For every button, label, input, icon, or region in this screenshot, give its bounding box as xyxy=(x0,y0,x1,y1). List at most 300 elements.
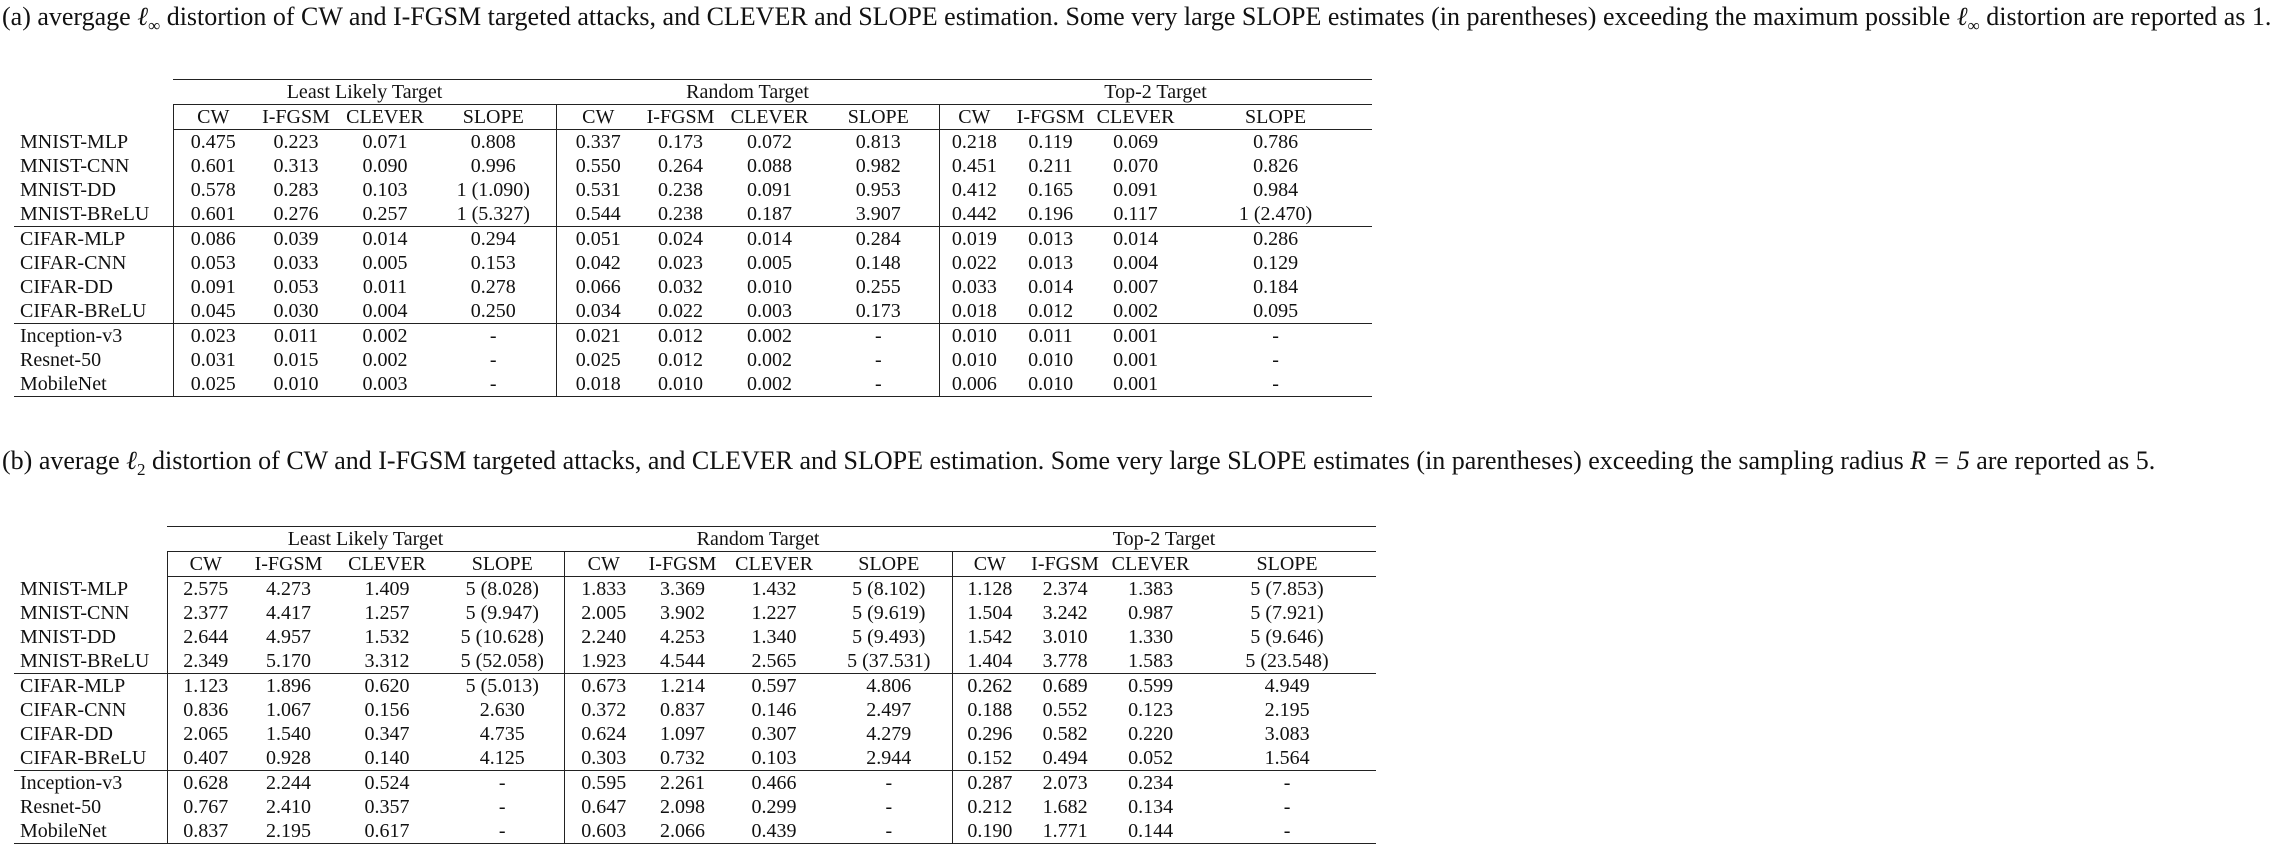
row-label: MobileNet xyxy=(14,372,173,397)
table-a xyxy=(14,79,1372,397)
table-cell: 0.086 xyxy=(173,227,253,252)
row-label: Resnet-50 xyxy=(20,349,102,371)
table-cell: 0.090 xyxy=(362,155,408,177)
table-cell: 0.347 xyxy=(364,723,410,745)
row-label: CIFAR-DD xyxy=(20,276,113,298)
table-cell: 0.045 xyxy=(173,299,253,324)
table-cell: 1.227 xyxy=(751,602,797,624)
table-cell: 1.432 xyxy=(751,578,797,600)
table-cell: 2.240 xyxy=(564,625,643,649)
column-header: CLEVER xyxy=(1103,552,1198,577)
table-cell: 0.987 xyxy=(1128,602,1174,624)
table-cell: 0.005 xyxy=(747,252,793,274)
table-cell: 1.383 xyxy=(1128,578,1174,600)
table-cell: 0.152 xyxy=(952,746,1027,771)
table-cell: 2.374 xyxy=(1042,578,1088,600)
row-label: MNIST-MLP xyxy=(20,577,129,600)
table-cell: - xyxy=(441,771,564,796)
row-label: CIFAR-MLP xyxy=(14,227,173,252)
column-header: CW xyxy=(952,552,1027,577)
caption-a-text-1: (a) avergage xyxy=(2,2,138,31)
table-cell: 2.098 xyxy=(660,796,706,818)
ell-infinity-symbol: ℓ$_\infty$ xyxy=(1956,2,1980,36)
table-cell: 0.010 xyxy=(939,324,1009,349)
table-cell: 0.188 xyxy=(952,698,1027,722)
table-cell: 1.833 xyxy=(564,577,643,602)
table-cell: 0.928 xyxy=(266,747,311,769)
table-cell: 0.002 xyxy=(721,372,818,397)
table-cell: 0.466 xyxy=(722,771,826,796)
table-cell: 4.735 xyxy=(479,723,525,745)
table-cell: 1.682 xyxy=(1042,796,1088,818)
table-cell: - xyxy=(431,324,556,349)
table-cell: 0.014 xyxy=(1092,227,1179,252)
table-cell: - xyxy=(1272,349,1279,371)
column-header: I-FGSM xyxy=(643,552,722,577)
table-cell: 2.066 xyxy=(643,819,722,844)
table-cell: 0.595 xyxy=(564,771,643,796)
table-cell: 0.837 xyxy=(660,699,706,721)
table-cell: 0.053 xyxy=(273,276,319,298)
table-cell: 0.004 xyxy=(1113,252,1159,274)
table-cell: - xyxy=(489,349,497,371)
row-label: Inception-v3 xyxy=(14,771,167,796)
table-cell: 1.128 xyxy=(952,577,1027,602)
table-cell: 5 (10.628) xyxy=(460,626,544,648)
row-label: Resnet-50 xyxy=(20,796,102,818)
table-cell: 0.372 xyxy=(564,698,643,722)
table-cell: 0.002 xyxy=(721,324,818,349)
table-cell: 0.953 xyxy=(855,179,901,201)
table-cell: - xyxy=(441,819,564,844)
table-cell: 0.022 xyxy=(658,300,704,322)
table-cell: 0.025 xyxy=(173,372,253,397)
table-cell: 0.165 xyxy=(1028,179,1074,201)
table-cell: 0.284 xyxy=(818,227,939,252)
table-row xyxy=(14,154,1372,178)
table-cell: - xyxy=(1198,771,1376,796)
table-cell: 0.144 xyxy=(1103,819,1198,844)
table-cell: 0.002 xyxy=(339,324,431,349)
table-cell: 1.542 xyxy=(952,625,1027,649)
table-cell: 1.564 xyxy=(1264,747,1310,769)
table-cell: 0.767 xyxy=(167,795,244,819)
row-label: MNIST-BReLU xyxy=(20,203,150,225)
table-cell: 0.002 xyxy=(1113,300,1159,322)
column-header: CLEVER xyxy=(1092,105,1179,130)
table-row xyxy=(14,625,1376,649)
table-cell: 0.578 xyxy=(173,178,253,202)
group-header: Random Target xyxy=(564,527,952,552)
table-cell: 0.617 xyxy=(333,819,441,844)
table-cell: 0.012 xyxy=(1028,300,1074,322)
table-cell: 5 (5.013) xyxy=(441,674,564,699)
table-cell: 0.010 xyxy=(939,348,1009,372)
table-cell: 2.497 xyxy=(866,699,912,721)
table-cell: 0.010 xyxy=(747,276,793,298)
table-cell: 0.006 xyxy=(939,372,1009,397)
table-cell: 2.377 xyxy=(167,601,244,625)
table-cell: 0.019 xyxy=(939,227,1009,252)
column-header: CW xyxy=(564,552,643,577)
table-cell: 1.097 xyxy=(660,723,706,745)
table-row xyxy=(14,130,1372,155)
table-cell: 0.018 xyxy=(556,372,640,397)
table-b-caption xyxy=(2,444,2156,487)
table-cell: 0.238 xyxy=(658,179,704,201)
table-cell: 2.944 xyxy=(866,747,912,769)
column-header: I-FGSM xyxy=(1009,105,1092,130)
table-cell: 0.412 xyxy=(939,178,1009,202)
table-cell: 0.088 xyxy=(747,155,793,177)
table-cell: 0.531 xyxy=(556,178,640,202)
table-cell: 0.023 xyxy=(658,252,704,274)
table-cell: 1.896 xyxy=(244,674,333,699)
table-cell: 0.255 xyxy=(855,276,901,298)
table-cell: 0.018 xyxy=(939,299,1009,324)
table-cell: 0.033 xyxy=(939,275,1009,299)
table-cell: 0.296 xyxy=(952,722,1027,746)
table-cell: 0.119 xyxy=(1028,131,1073,153)
table-cell: 5 (7.853) xyxy=(1250,578,1324,600)
table-cell: 0.257 xyxy=(362,203,408,225)
table-cell: 0.053 xyxy=(173,251,253,275)
table-cell: 0.051 xyxy=(556,227,640,252)
table-cell: 4.279 xyxy=(866,723,912,745)
table-cell: 0.148 xyxy=(855,252,901,274)
column-header: SLOPE xyxy=(1179,105,1372,130)
group-header: Least Likely Target xyxy=(167,527,564,552)
table-cell: 5 (8.028) xyxy=(465,578,539,600)
table-cell: 0.039 xyxy=(253,227,339,252)
table-cell: 0.494 xyxy=(1042,747,1088,769)
table-cell: 0.836 xyxy=(167,698,244,722)
table-cell: 5 (9.493) xyxy=(852,626,926,648)
row-label: MobileNet xyxy=(14,819,167,844)
table-row xyxy=(14,348,1372,372)
table-cell: 0.011 xyxy=(362,276,408,298)
table-cell: 0.002 xyxy=(747,349,793,371)
caption-b-text-3: are reported as 5. xyxy=(1969,446,2156,475)
table-cell: 3.902 xyxy=(660,602,706,624)
table-cell: 0.813 xyxy=(855,131,901,153)
table-cell: 3.010 xyxy=(1042,626,1088,648)
ell-two-symbol: ℓ$_2$ xyxy=(126,446,146,480)
table-row xyxy=(14,746,1376,771)
table-cell: 1.532 xyxy=(364,626,410,648)
table-cell: 2.575 xyxy=(167,577,244,602)
row-label: CIFAR-CNN xyxy=(20,699,127,721)
table-cell: 0.095 xyxy=(1253,300,1299,322)
table-cell: 0.024 xyxy=(640,227,721,252)
column-header: I-FGSM xyxy=(1027,552,1103,577)
column-header: CLEVER xyxy=(722,552,826,577)
column-header: CLEVER xyxy=(339,105,431,130)
row-label: MNIST-CNN xyxy=(20,155,130,177)
column-header: SLOPE xyxy=(818,105,939,130)
table-cell: 0.032 xyxy=(658,276,704,298)
table-cell: 0.129 xyxy=(1253,252,1299,274)
table-row xyxy=(14,649,1376,674)
table-cell: 0.013 xyxy=(1028,252,1074,274)
table-cell: 0.173 xyxy=(855,300,901,322)
caption-a-text-2: distortion of CW and I-FGSM targeted attacks, and CLEVER and SLOPE estimation. Some very large SLOPE estimates (in parentheses) exceeding the maximum possible xyxy=(160,2,1957,31)
table-cell: 5 (9.947) xyxy=(465,602,539,624)
table-cell: 0.190 xyxy=(952,819,1027,844)
table-cell: 0.012 xyxy=(640,324,721,349)
table-cell: 1.330 xyxy=(1128,626,1174,648)
table-cell: 0.023 xyxy=(173,324,253,349)
table-cell: 5 (37.531) xyxy=(847,650,931,672)
row-label: MNIST-BReLU xyxy=(20,650,150,672)
table-cell: 4.253 xyxy=(660,626,706,648)
column-header: I-FGSM xyxy=(253,105,339,130)
table-cell: 0.003 xyxy=(339,372,431,397)
table-cell: 2.065 xyxy=(167,722,244,746)
table-row xyxy=(14,275,1372,299)
table-cell: 0.010 xyxy=(1009,372,1092,397)
table-cell: 5.170 xyxy=(266,650,311,672)
table-cell: 0.313 xyxy=(273,155,319,177)
row-label: MNIST-MLP xyxy=(20,130,129,153)
caption-b-text-2: distortion of CW and I-FGSM targeted attacks, and CLEVER and SLOPE estimation. Some very large SLOPE estimates (in parentheses) exceeding the sampling radius xyxy=(145,446,1911,475)
column-header: CW xyxy=(167,552,244,577)
table-cell: 0.647 xyxy=(564,795,643,819)
table-cell: 0.442 xyxy=(939,202,1009,227)
table-cell: 0.030 xyxy=(273,300,319,322)
table-cell: 0.066 xyxy=(556,275,640,299)
table-row xyxy=(14,577,1376,602)
table-cell: 0.264 xyxy=(658,155,704,177)
table-cell: 1.540 xyxy=(266,723,311,745)
table-cell: 3.242 xyxy=(1042,602,1088,624)
table-cell: 0.624 xyxy=(564,722,643,746)
table-cell: 4.125 xyxy=(479,747,525,769)
column-header: CW xyxy=(556,105,640,130)
table-cell: 0.001 xyxy=(1113,349,1159,371)
table-cell: 0.299 xyxy=(751,796,797,818)
table-cell: 0.025 xyxy=(556,348,640,372)
ell-infinity-symbol: ℓ$_\infty$ xyxy=(137,2,161,36)
table-row xyxy=(14,299,1372,324)
table-cell: 0.117 xyxy=(1113,203,1158,225)
table-row xyxy=(14,372,1372,397)
table-row xyxy=(14,324,1372,349)
table-cell: - xyxy=(1179,324,1372,349)
table-cell: 2.073 xyxy=(1027,771,1103,796)
table-cell: 1.067 xyxy=(266,699,311,721)
table-cell: 0.276 xyxy=(273,203,319,225)
table-cell: 0.010 xyxy=(1028,349,1074,371)
sampling-radius-equation: R = 5 xyxy=(1910,446,1970,475)
table-cell: 0.250 xyxy=(470,300,516,322)
column-header: SLOPE xyxy=(431,105,556,130)
table-cell: 0.218 xyxy=(939,130,1009,155)
table-cell: 1.583 xyxy=(1128,650,1174,672)
table-cell: 0.544 xyxy=(556,202,640,227)
table-cell: 1.771 xyxy=(1027,819,1103,844)
table-cell: - xyxy=(1283,796,1291,818)
table-cell: 0.732 xyxy=(660,747,706,769)
table-cell: 4.949 xyxy=(1198,674,1376,699)
table-cell: 0.070 xyxy=(1113,155,1159,177)
table-cell: - xyxy=(818,372,939,397)
table-cell: 0.601 xyxy=(173,202,253,227)
table-cell: 1.409 xyxy=(364,578,410,600)
group-header: Top-2 Target xyxy=(952,527,1376,552)
table-cell: 1.504 xyxy=(952,601,1027,625)
group-header: Random Target xyxy=(556,80,939,105)
column-header: SLOPE xyxy=(826,552,952,577)
table-cell: - xyxy=(818,324,939,349)
table-cell: 0.004 xyxy=(362,300,408,322)
table-cell: 5 (9.646) xyxy=(1250,626,1324,648)
table-cell: - xyxy=(1198,819,1376,844)
table-row xyxy=(14,722,1376,746)
row-label: CIFAR-BReLU xyxy=(20,747,147,769)
table-cell: 0.357 xyxy=(364,796,410,818)
table-cell: 0.599 xyxy=(1103,674,1198,699)
table-row xyxy=(14,795,1376,819)
table-cell: 0.337 xyxy=(556,130,640,155)
table-cell: 0.223 xyxy=(273,131,319,153)
table-row xyxy=(14,698,1376,722)
column-header: I-FGSM xyxy=(244,552,333,577)
row-label: Inception-v3 xyxy=(14,324,173,349)
row-label: CIFAR-BReLU xyxy=(20,300,147,322)
table-cell: 0.808 xyxy=(470,131,516,153)
table-cell: 0.091 xyxy=(747,179,793,201)
table-cell: 0.001 xyxy=(1092,324,1179,349)
table-cell: 0.069 xyxy=(1113,131,1159,153)
table-cell: 1.404 xyxy=(952,649,1027,674)
table-cell: 3.778 xyxy=(1042,650,1088,672)
table-cell: 1.214 xyxy=(643,674,722,699)
table-cell: 0.524 xyxy=(333,771,441,796)
table-cell: 0.156 xyxy=(364,699,410,721)
table-cell: 0.072 xyxy=(747,131,793,153)
table-cell: 0.184 xyxy=(1253,276,1299,298)
table-cell: 0.211 xyxy=(1028,155,1073,177)
table-cell: 0.262 xyxy=(952,674,1027,699)
table-cell: 0.984 xyxy=(1253,179,1299,201)
table-cell: 3.083 xyxy=(1264,723,1310,745)
table-cell: 4.544 xyxy=(660,650,706,672)
column-header: CLEVER xyxy=(333,552,441,577)
table-cell: 1 (2.470) xyxy=(1238,203,1313,225)
table-cell: 2.005 xyxy=(564,601,643,625)
table-cell: 2.630 xyxy=(479,699,525,721)
table-cell: 0.014 xyxy=(339,227,431,252)
table-cell: 4.273 xyxy=(266,578,311,600)
table-cell: 2.195 xyxy=(244,819,333,844)
table-cell: 1.123 xyxy=(167,674,244,699)
row-label: MNIST-DD xyxy=(20,626,116,648)
table-cell: 4.417 xyxy=(266,602,311,624)
table-cell: 0.307 xyxy=(751,723,797,745)
table-cell: 0.582 xyxy=(1042,723,1088,745)
column-header: SLOPE xyxy=(1198,552,1376,577)
table-cell: 0.022 xyxy=(939,251,1009,275)
table-row xyxy=(14,819,1376,844)
table-cell: 2.195 xyxy=(1264,699,1310,721)
table-cell: 5 (9.619) xyxy=(852,602,926,624)
column-header: CW xyxy=(939,105,1009,130)
table-cell: 0.010 xyxy=(640,372,721,397)
table-cell: 0.011 xyxy=(1009,324,1092,349)
table-cell: 0.278 xyxy=(470,276,516,298)
row-label: MNIST-CNN xyxy=(20,602,130,624)
table-cell: 0.603 xyxy=(564,819,643,844)
table-cell: 0.021 xyxy=(556,324,640,349)
table-cell: 0.010 xyxy=(253,372,339,397)
table-row xyxy=(14,202,1372,227)
table-cell: 0.005 xyxy=(362,252,408,274)
table-cell: 2.349 xyxy=(167,649,244,674)
table-cell: 0.034 xyxy=(556,299,640,324)
table-cell: 0.014 xyxy=(1028,276,1074,298)
table-cell: 1 (1.090) xyxy=(456,179,530,201)
table-cell: 0.042 xyxy=(556,251,640,275)
table-cell: 0.007 xyxy=(1113,276,1159,298)
column-header: SLOPE xyxy=(441,552,564,577)
table-cell: 0.103 xyxy=(362,179,408,201)
table-cell: - xyxy=(431,372,556,397)
table-cell: 0.033 xyxy=(273,252,319,274)
table-cell: 0.786 xyxy=(1253,131,1299,153)
table-cell: 0.015 xyxy=(273,349,319,371)
column-header: CW xyxy=(173,105,253,130)
table-cell: 0.013 xyxy=(1009,227,1092,252)
table-cell: 4.957 xyxy=(266,626,311,648)
table-cell: 0.451 xyxy=(939,154,1009,178)
column-header: I-FGSM xyxy=(640,105,721,130)
table-cell: 0.238 xyxy=(658,203,704,225)
table-cell: 5 (23.548) xyxy=(1245,650,1329,672)
group-header: Top-2 Target xyxy=(939,80,1372,105)
table-cell: - xyxy=(885,796,893,818)
table-cell: 0.689 xyxy=(1027,674,1103,699)
table-cell: 5 (7.921) xyxy=(1250,602,1324,624)
row-label: CIFAR-MLP xyxy=(14,674,167,699)
table-cell: - xyxy=(826,771,952,796)
table-cell: 1.257 xyxy=(364,602,410,624)
table-cell: 0.103 xyxy=(751,747,797,769)
table-cell: 0.003 xyxy=(747,300,793,322)
table-cell: 2.410 xyxy=(266,796,311,818)
table-cell: 2.565 xyxy=(751,650,797,672)
table-cell: 0.212 xyxy=(952,795,1027,819)
table-cell: 0.826 xyxy=(1253,155,1299,177)
table-cell: 0.052 xyxy=(1128,747,1174,769)
table-cell: 0.187 xyxy=(747,203,793,225)
table-cell: 0.153 xyxy=(470,252,516,274)
group-header: Least Likely Target xyxy=(173,80,556,105)
table-cell: - xyxy=(1179,372,1372,397)
table-cell: 2.644 xyxy=(167,625,244,649)
caption-b-text-1: (b) average xyxy=(2,446,127,475)
table-row xyxy=(14,178,1372,202)
table-cell: 2.244 xyxy=(244,771,333,796)
table-row xyxy=(14,674,1376,699)
table-cell: 0.071 xyxy=(362,131,408,153)
table-cell: 0.002 xyxy=(362,349,408,371)
table-cell: 0.031 xyxy=(173,348,253,372)
table-cell: - xyxy=(498,796,506,818)
table-cell: 0.628 xyxy=(167,771,244,796)
table-cell: 3.907 xyxy=(855,203,901,225)
table-row xyxy=(14,227,1372,252)
